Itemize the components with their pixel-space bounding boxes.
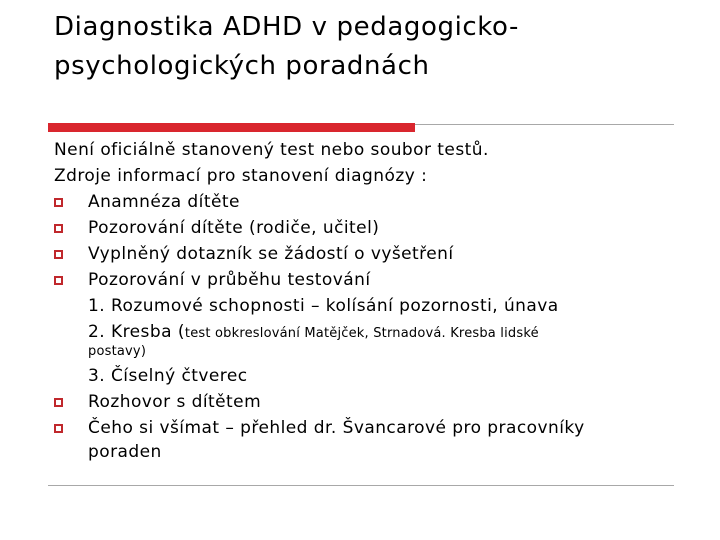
hollow-square-bullet-icon (54, 250, 63, 259)
sub-item-2-main: 2. Kresba ( (88, 322, 185, 342)
intro-line-2: Zdroje informací pro stanovení diagnózy : (54, 166, 428, 186)
sub-item-1: 1. Rozumové schopnosti – kolísání pozornosti, únava (88, 296, 559, 316)
bullet-item-pozorovani: Pozorování dítěte (rodiče, učitel) (88, 218, 380, 238)
bottom-divider (48, 485, 674, 486)
title-line-2: psychologických poradnách (54, 51, 430, 81)
bullet-item-prehled-cont: poraden (88, 442, 162, 462)
sub-item-2-note-cont: postavy) (88, 344, 147, 359)
bullet-item-anamneza: Anamnéza dítěte (88, 192, 240, 212)
accent-bar (48, 123, 415, 132)
hollow-square-bullet-icon (54, 198, 63, 207)
hollow-square-bullet-icon (54, 276, 63, 285)
bullet-item-prehled: Čeho si všímat – přehled dr. Švancarové pro pracovníky (88, 418, 585, 438)
sub-item-2-note: test obkreslování Matějček, Strnadová. Kresba lidské (184, 326, 539, 341)
hollow-square-bullet-icon (54, 224, 63, 233)
slide-title (54, 8, 694, 86)
sub-item-2 (88, 322, 539, 342)
intro-line-1: Není oficiálně stanovený test nebo soubor testů. (54, 140, 489, 160)
hollow-square-bullet-icon (54, 398, 63, 407)
title-line-1: Diagnostika ADHD v pedagogicko- (54, 12, 519, 42)
sub-item-3: 3. Číselný čtverec (88, 366, 248, 386)
bullet-item-testovani: Pozorování v průběhu testování (88, 270, 371, 290)
bullet-item-dotaznik: Vyplněný dotazník se žádostí o vyšetření (88, 244, 454, 264)
hollow-square-bullet-icon (54, 424, 63, 433)
bullet-item-rozhovor: Rozhovor s dítětem (88, 392, 262, 412)
